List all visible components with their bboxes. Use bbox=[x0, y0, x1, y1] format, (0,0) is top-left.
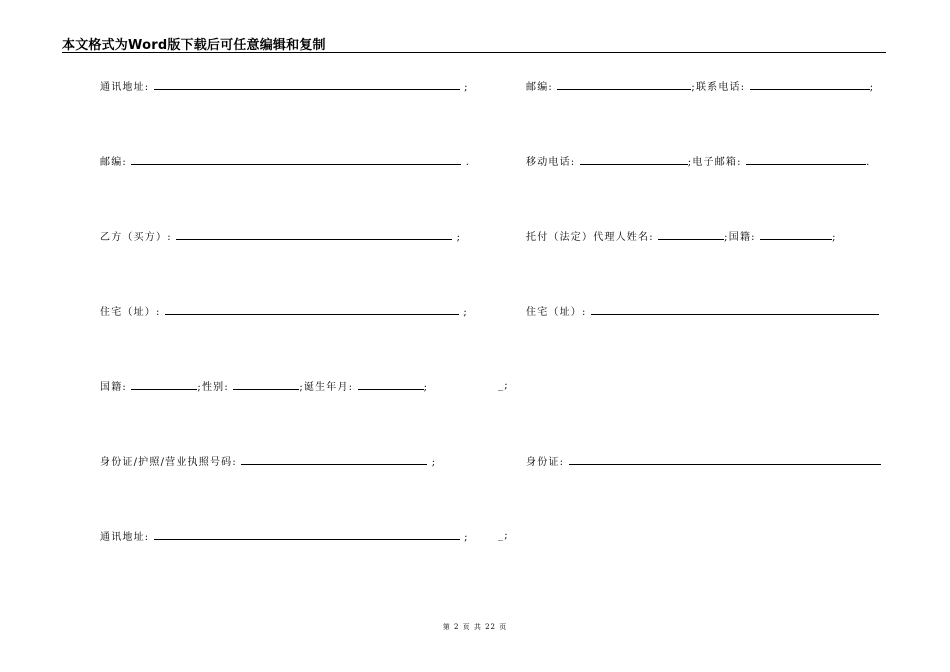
postcode-label: 邮编: bbox=[526, 82, 553, 93]
left-row-residence bbox=[100, 305, 468, 319]
postcode-blank[interactable] bbox=[131, 155, 461, 165]
party-b-label: 乙方（买方）: bbox=[100, 232, 172, 243]
postcode-label: 邮编: bbox=[100, 157, 127, 168]
agent-name-label: 托付（法定）代理人姓名: bbox=[526, 232, 654, 243]
party-b-blank[interactable] bbox=[176, 230, 452, 240]
row-end-mark: ; bbox=[423, 382, 429, 393]
address-blank[interactable] bbox=[154, 80, 460, 90]
nationality-label: 国籍: bbox=[100, 382, 127, 393]
header-rule bbox=[62, 52, 886, 53]
nationality-blank[interactable] bbox=[131, 380, 197, 390]
row-continuation-mark: _; bbox=[498, 530, 509, 541]
id-number-label: 身份证/护照/营业执照号码: bbox=[100, 457, 237, 468]
document-header-title: 本文格式为Word版下载后可任意编辑和复制 bbox=[62, 38, 326, 53]
right-row-mobile-email bbox=[526, 155, 871, 169]
row-continuation-mark: _; bbox=[498, 380, 509, 391]
row-end-mark: ; bbox=[456, 232, 462, 243]
left-row-postcode bbox=[100, 155, 470, 169]
gender-label: ;性别: bbox=[197, 382, 229, 393]
left-row-address-1 bbox=[100, 80, 469, 94]
id-card-label: 身份证: bbox=[526, 457, 565, 468]
id-card-blank[interactable] bbox=[569, 455, 881, 465]
row-end-mark: ; bbox=[464, 532, 469, 543]
nationality-blank[interactable] bbox=[760, 230, 832, 240]
row-end-mark: ; bbox=[832, 232, 837, 243]
id-number-blank[interactable] bbox=[241, 455, 427, 465]
residence-blank[interactable] bbox=[165, 305, 459, 315]
mobile-phone-label: 移动电话: bbox=[526, 157, 576, 168]
email-label: ;电子邮箱: bbox=[687, 157, 742, 168]
residence-blank[interactable] bbox=[591, 305, 879, 315]
left-row-id-number bbox=[100, 455, 436, 469]
gender-blank[interactable] bbox=[233, 380, 299, 390]
page-number: 第 2 页 共 22 页 bbox=[442, 623, 508, 631]
right-row-agent-nationality bbox=[526, 230, 837, 244]
residence-label: 住宅（址）: bbox=[526, 307, 587, 318]
address-label: 通讯地址: bbox=[100, 82, 150, 93]
address-label: 通讯地址: bbox=[100, 532, 150, 543]
left-row-party-b bbox=[100, 230, 461, 244]
right-row-id-card bbox=[526, 455, 881, 469]
row-end-mark: . bbox=[866, 157, 871, 168]
row-end-mark: . bbox=[465, 157, 471, 168]
residence-label: 住宅（址）: bbox=[100, 307, 161, 318]
contact-phone-blank[interactable] bbox=[750, 80, 870, 90]
agent-name-blank[interactable] bbox=[658, 230, 724, 240]
row-end-mark: ; bbox=[463, 307, 468, 318]
right-row-postcode-phone bbox=[526, 80, 874, 94]
birth-date-blank[interactable] bbox=[358, 380, 424, 390]
contact-phone-label: ;联系电话: bbox=[691, 82, 746, 93]
row-end-mark: ; bbox=[464, 82, 469, 93]
email-blank[interactable] bbox=[746, 155, 866, 165]
nationality-label: ;国籍: bbox=[724, 232, 756, 243]
address-blank[interactable] bbox=[154, 530, 460, 540]
birth-date-label: ;诞生年月: bbox=[299, 382, 354, 393]
mobile-phone-blank[interactable] bbox=[580, 155, 688, 165]
left-row-address-2 bbox=[100, 530, 469, 544]
row-end-mark: ; bbox=[431, 457, 437, 468]
right-row-residence bbox=[526, 305, 879, 319]
postcode-blank[interactable] bbox=[557, 80, 691, 90]
row-end-mark: ; bbox=[869, 82, 875, 93]
left-row-nationality-gender-birth bbox=[100, 380, 428, 394]
